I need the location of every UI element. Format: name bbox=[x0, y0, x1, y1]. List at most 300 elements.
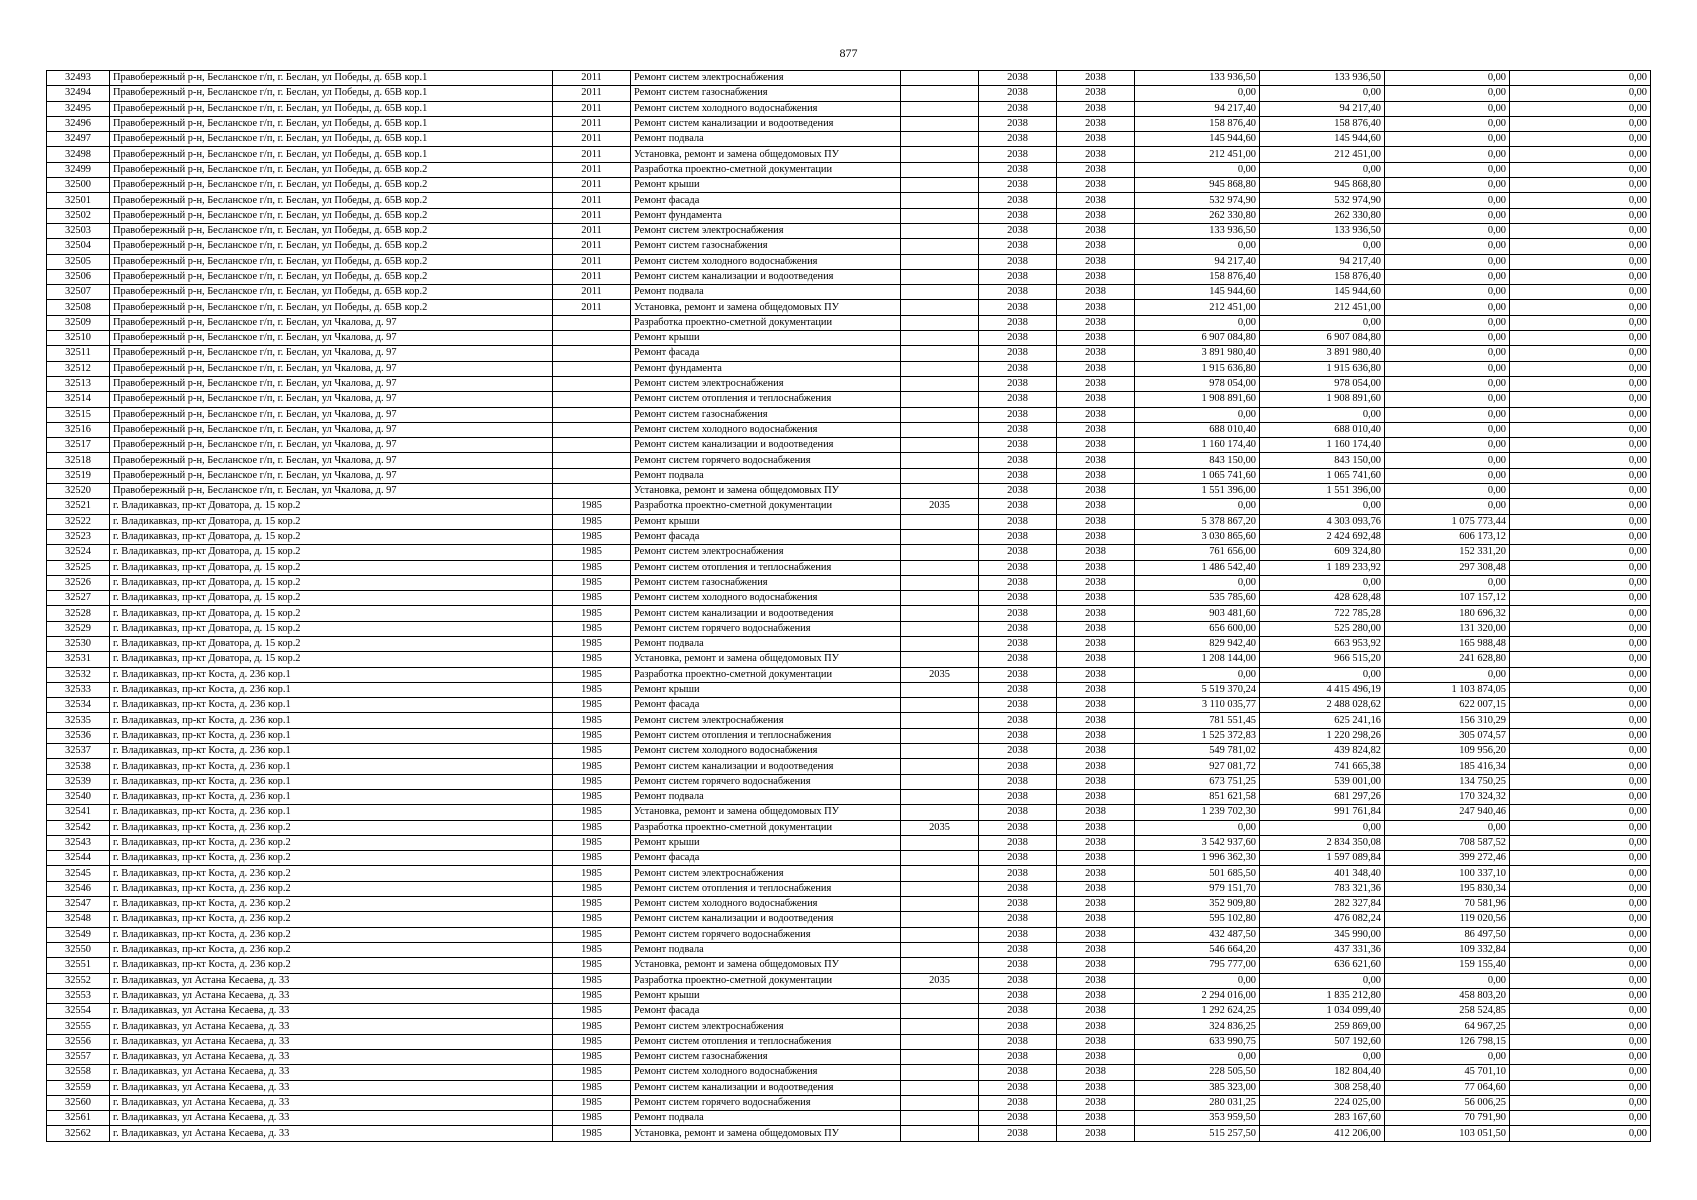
work-type-cell: Ремонт фундамента bbox=[631, 361, 901, 376]
total-cost-cell: 673 751,25 bbox=[1135, 774, 1260, 789]
design-year-cell bbox=[901, 1126, 979, 1141]
start-year-cell: 2038 bbox=[979, 254, 1057, 269]
owner-cost-cell: 0,00 bbox=[1385, 346, 1510, 361]
owner-cost-cell: 0,00 bbox=[1385, 254, 1510, 269]
row-id-cell: 32518 bbox=[47, 453, 110, 468]
row-id-cell: 32513 bbox=[47, 376, 110, 391]
end-year-cell: 2038 bbox=[1057, 438, 1135, 453]
end-year-cell: 2038 bbox=[1057, 667, 1135, 682]
table-row bbox=[47, 866, 1651, 881]
row-id-cell: 32536 bbox=[47, 728, 110, 743]
total-cost-cell: 212 451,00 bbox=[1135, 147, 1260, 162]
work-type-cell: Ремонт систем холодного водоснабжения bbox=[631, 254, 901, 269]
owner-cost-cell: 458 803,20 bbox=[1385, 988, 1510, 1003]
design-year-cell bbox=[901, 744, 979, 759]
work-type-cell: Установка, ремонт и замена общедомовых ПУ bbox=[631, 652, 901, 667]
start-year-cell: 2038 bbox=[979, 239, 1057, 254]
fund-cost-cell: 1 160 174,40 bbox=[1260, 438, 1385, 453]
start-year-cell: 2038 bbox=[979, 744, 1057, 759]
row-id-cell: 32531 bbox=[47, 652, 110, 667]
owner-cost-cell: 165 988,48 bbox=[1385, 636, 1510, 651]
fund-cost-cell: 0,00 bbox=[1260, 162, 1385, 177]
address-cell: Правобережный р-н, Бесланское г/п, г. Беслан, ул Победы, д. 65В кор.2 bbox=[110, 300, 553, 315]
design-year-cell bbox=[901, 315, 979, 330]
design-year-cell bbox=[901, 897, 979, 912]
design-year-cell: 2035 bbox=[901, 667, 979, 682]
end-year-cell: 2038 bbox=[1057, 973, 1135, 988]
table-row bbox=[47, 361, 1651, 376]
other-cost-cell: 0,00 bbox=[1510, 713, 1651, 728]
row-id-cell: 32554 bbox=[47, 1004, 110, 1019]
other-cost-cell: 0,00 bbox=[1510, 789, 1651, 804]
work-type-cell: Ремонт систем горячего водоснабжения bbox=[631, 1095, 901, 1110]
total-cost-cell: 145 944,60 bbox=[1135, 132, 1260, 147]
build-year-cell: 1985 bbox=[553, 912, 631, 927]
total-cost-cell: 0,00 bbox=[1135, 315, 1260, 330]
build-year-cell: 1985 bbox=[553, 835, 631, 850]
total-cost-cell: 145 944,60 bbox=[1135, 285, 1260, 300]
work-type-cell: Разработка проектно-сметной документации bbox=[631, 315, 901, 330]
end-year-cell: 2038 bbox=[1057, 132, 1135, 147]
build-year-cell: 1985 bbox=[553, 698, 631, 713]
address-cell: г. Владикавказ, ул Астана Кесаева, д. 33 bbox=[110, 1050, 553, 1065]
total-cost-cell: 158 876,40 bbox=[1135, 116, 1260, 131]
total-cost-cell: 0,00 bbox=[1135, 1050, 1260, 1065]
total-cost-cell: 843 150,00 bbox=[1135, 453, 1260, 468]
table-row bbox=[47, 239, 1651, 254]
build-year-cell: 1985 bbox=[553, 575, 631, 590]
fund-cost-cell: 0,00 bbox=[1260, 407, 1385, 422]
row-id-cell: 32537 bbox=[47, 744, 110, 759]
start-year-cell: 2038 bbox=[979, 866, 1057, 881]
start-year-cell: 2038 bbox=[979, 132, 1057, 147]
owner-cost-cell: 70 791,90 bbox=[1385, 1111, 1510, 1126]
total-cost-cell: 3 891 980,40 bbox=[1135, 346, 1260, 361]
fund-cost-cell: 722 785,28 bbox=[1260, 606, 1385, 621]
table-row bbox=[47, 147, 1651, 162]
end-year-cell: 2038 bbox=[1057, 223, 1135, 238]
total-cost-cell: 829 942,40 bbox=[1135, 636, 1260, 651]
work-type-cell: Ремонт подвала bbox=[631, 132, 901, 147]
build-year-cell bbox=[553, 484, 631, 499]
start-year-cell: 2038 bbox=[979, 1080, 1057, 1095]
start-year-cell: 2038 bbox=[979, 835, 1057, 850]
table-row bbox=[47, 835, 1651, 850]
other-cost-cell: 0,00 bbox=[1510, 1095, 1651, 1110]
design-year-cell bbox=[901, 468, 979, 483]
build-year-cell bbox=[553, 346, 631, 361]
build-year-cell: 1985 bbox=[553, 652, 631, 667]
owner-cost-cell: 0,00 bbox=[1385, 285, 1510, 300]
table-row bbox=[47, 1080, 1651, 1095]
total-cost-cell: 133 936,50 bbox=[1135, 71, 1260, 86]
table-row bbox=[47, 973, 1651, 988]
end-year-cell: 2038 bbox=[1057, 71, 1135, 86]
build-year-cell: 1985 bbox=[553, 1065, 631, 1080]
table-row bbox=[47, 269, 1651, 284]
address-cell: Правобережный р-н, Бесланское г/п, г. Беслан, ул Чкалова, д. 97 bbox=[110, 438, 553, 453]
row-id-cell: 32552 bbox=[47, 973, 110, 988]
table-row bbox=[47, 744, 1651, 759]
owner-cost-cell: 152 331,20 bbox=[1385, 545, 1510, 560]
start-year-cell: 2038 bbox=[979, 514, 1057, 529]
other-cost-cell: 0,00 bbox=[1510, 116, 1651, 131]
build-year-cell: 1985 bbox=[553, 606, 631, 621]
fund-cost-cell: 212 451,00 bbox=[1260, 147, 1385, 162]
total-cost-cell: 228 505,50 bbox=[1135, 1065, 1260, 1080]
owner-cost-cell: 0,00 bbox=[1385, 422, 1510, 437]
end-year-cell: 2038 bbox=[1057, 269, 1135, 284]
row-id-cell: 32517 bbox=[47, 438, 110, 453]
other-cost-cell: 0,00 bbox=[1510, 698, 1651, 713]
build-year-cell: 1985 bbox=[553, 636, 631, 651]
build-year-cell: 1985 bbox=[553, 1111, 631, 1126]
address-cell: г. Владикавказ, ул Астана Кесаева, д. 33 bbox=[110, 1065, 553, 1080]
fund-cost-cell: 212 451,00 bbox=[1260, 300, 1385, 315]
owner-cost-cell: 606 173,12 bbox=[1385, 529, 1510, 544]
design-year-cell bbox=[901, 1019, 979, 1034]
work-type-cell: Разработка проектно-сметной документации bbox=[631, 973, 901, 988]
row-id-cell: 32509 bbox=[47, 315, 110, 330]
start-year-cell: 2038 bbox=[979, 101, 1057, 116]
work-type-cell: Ремонт крыши bbox=[631, 835, 901, 850]
work-type-cell: Разработка проектно-сметной документации bbox=[631, 162, 901, 177]
end-year-cell: 2038 bbox=[1057, 560, 1135, 575]
total-cost-cell: 262 330,80 bbox=[1135, 208, 1260, 223]
table-row bbox=[47, 636, 1651, 651]
work-type-cell: Установка, ремонт и замена общедомовых ПУ bbox=[631, 300, 901, 315]
total-cost-cell: 352 909,80 bbox=[1135, 897, 1260, 912]
other-cost-cell: 0,00 bbox=[1510, 897, 1651, 912]
fund-cost-cell: 437 331,36 bbox=[1260, 942, 1385, 957]
other-cost-cell: 0,00 bbox=[1510, 407, 1651, 422]
owner-cost-cell: 0,00 bbox=[1385, 239, 1510, 254]
table-row bbox=[47, 392, 1651, 407]
end-year-cell: 2038 bbox=[1057, 591, 1135, 606]
table-row bbox=[47, 453, 1651, 468]
total-cost-cell: 1 551 396,00 bbox=[1135, 484, 1260, 499]
work-type-cell: Ремонт систем газоснабжения bbox=[631, 407, 901, 422]
table-row bbox=[47, 912, 1651, 927]
work-type-cell: Ремонт фасада bbox=[631, 1004, 901, 1019]
owner-cost-cell: 0,00 bbox=[1385, 331, 1510, 346]
owner-cost-cell: 0,00 bbox=[1385, 269, 1510, 284]
address-cell: Правобережный р-н, Бесланское г/п, г. Беслан, ул Чкалова, д. 97 bbox=[110, 453, 553, 468]
table-row bbox=[47, 331, 1651, 346]
row-id-cell: 32544 bbox=[47, 851, 110, 866]
row-id-cell: 32519 bbox=[47, 468, 110, 483]
end-year-cell: 2038 bbox=[1057, 927, 1135, 942]
table-row bbox=[47, 759, 1651, 774]
row-id-cell: 32561 bbox=[47, 1111, 110, 1126]
build-year-cell: 1985 bbox=[553, 774, 631, 789]
total-cost-cell: 324 836,25 bbox=[1135, 1019, 1260, 1034]
other-cost-cell: 0,00 bbox=[1510, 438, 1651, 453]
fund-cost-cell: 158 876,40 bbox=[1260, 116, 1385, 131]
end-year-cell: 2038 bbox=[1057, 636, 1135, 651]
total-cost-cell: 978 054,00 bbox=[1135, 376, 1260, 391]
start-year-cell: 2038 bbox=[979, 682, 1057, 697]
row-id-cell: 32540 bbox=[47, 789, 110, 804]
total-cost-cell: 385 323,00 bbox=[1135, 1080, 1260, 1095]
table-row bbox=[47, 162, 1651, 177]
table-row bbox=[47, 1065, 1651, 1080]
owner-cost-cell: 156 310,29 bbox=[1385, 713, 1510, 728]
row-id-cell: 32562 bbox=[47, 1126, 110, 1141]
other-cost-cell: 0,00 bbox=[1510, 86, 1651, 101]
start-year-cell: 2038 bbox=[979, 484, 1057, 499]
end-year-cell: 2038 bbox=[1057, 208, 1135, 223]
total-cost-cell: 0,00 bbox=[1135, 667, 1260, 682]
design-year-cell bbox=[901, 208, 979, 223]
row-id-cell: 32533 bbox=[47, 682, 110, 697]
other-cost-cell: 0,00 bbox=[1510, 361, 1651, 376]
owner-cost-cell: 708 587,52 bbox=[1385, 835, 1510, 850]
address-cell: г. Владикавказ, пр-кт Коста, д. 236 кор.2 bbox=[110, 866, 553, 881]
design-year-cell bbox=[901, 942, 979, 957]
end-year-cell: 2038 bbox=[1057, 713, 1135, 728]
work-type-cell: Ремонт фасада bbox=[631, 698, 901, 713]
address-cell: г. Владикавказ, ул Астана Кесаева, д. 33 bbox=[110, 1080, 553, 1095]
other-cost-cell: 0,00 bbox=[1510, 499, 1651, 514]
row-id-cell: 32494 bbox=[47, 86, 110, 101]
table-row bbox=[47, 300, 1651, 315]
row-id-cell: 32555 bbox=[47, 1019, 110, 1034]
design-year-cell bbox=[901, 361, 979, 376]
end-year-cell: 2038 bbox=[1057, 942, 1135, 957]
work-type-cell: Ремонт систем газоснабжения bbox=[631, 575, 901, 590]
address-cell: г. Владикавказ, пр-кт Доватора, д. 15 кор.2 bbox=[110, 529, 553, 544]
design-year-cell bbox=[901, 728, 979, 743]
address-cell: Правобережный р-н, Бесланское г/п, г. Беслан, ул Победы, д. 65В кор.2 bbox=[110, 254, 553, 269]
total-cost-cell: 595 102,80 bbox=[1135, 912, 1260, 927]
start-year-cell: 2038 bbox=[979, 591, 1057, 606]
other-cost-cell: 0,00 bbox=[1510, 178, 1651, 193]
work-type-cell: Ремонт систем электроснабжения bbox=[631, 223, 901, 238]
start-year-cell: 2038 bbox=[979, 927, 1057, 942]
end-year-cell: 2038 bbox=[1057, 193, 1135, 208]
build-year-cell: 2011 bbox=[553, 101, 631, 116]
owner-cost-cell: 134 750,25 bbox=[1385, 774, 1510, 789]
address-cell: Правобережный р-н, Бесланское г/п, г. Беслан, ул Победы, д. 65В кор.1 bbox=[110, 147, 553, 162]
owner-cost-cell: 77 064,60 bbox=[1385, 1080, 1510, 1095]
other-cost-cell: 0,00 bbox=[1510, 529, 1651, 544]
table-row bbox=[47, 560, 1651, 575]
build-year-cell: 1985 bbox=[553, 667, 631, 682]
design-year-cell bbox=[901, 116, 979, 131]
design-year-cell bbox=[901, 1050, 979, 1065]
row-id-cell: 32501 bbox=[47, 193, 110, 208]
fund-cost-cell: 609 324,80 bbox=[1260, 545, 1385, 560]
owner-cost-cell: 0,00 bbox=[1385, 71, 1510, 86]
total-cost-cell: 0,00 bbox=[1135, 499, 1260, 514]
table-row bbox=[47, 652, 1651, 667]
row-id-cell: 32553 bbox=[47, 988, 110, 1003]
end-year-cell: 2038 bbox=[1057, 835, 1135, 850]
fund-cost-cell: 625 241,16 bbox=[1260, 713, 1385, 728]
owner-cost-cell: 0,00 bbox=[1385, 407, 1510, 422]
work-type-cell: Установка, ремонт и замена общедомовых ПУ bbox=[631, 805, 901, 820]
design-year-cell bbox=[901, 881, 979, 896]
work-type-cell: Ремонт систем холодного водоснабжения bbox=[631, 101, 901, 116]
other-cost-cell: 0,00 bbox=[1510, 193, 1651, 208]
build-year-cell: 1985 bbox=[553, 958, 631, 973]
table-row bbox=[47, 285, 1651, 300]
table-row bbox=[47, 86, 1651, 101]
row-id-cell: 32496 bbox=[47, 116, 110, 131]
address-cell: г. Владикавказ, пр-кт Доватора, д. 15 кор.2 bbox=[110, 621, 553, 636]
owner-cost-cell: 399 272,46 bbox=[1385, 851, 1510, 866]
end-year-cell: 2038 bbox=[1057, 621, 1135, 636]
table-row bbox=[47, 499, 1651, 514]
build-year-cell: 1985 bbox=[553, 713, 631, 728]
work-type-cell: Ремонт систем электроснабжения bbox=[631, 545, 901, 560]
start-year-cell: 2038 bbox=[979, 851, 1057, 866]
owner-cost-cell: 119 020,56 bbox=[1385, 912, 1510, 927]
design-year-cell bbox=[901, 545, 979, 560]
end-year-cell: 2038 bbox=[1057, 422, 1135, 437]
build-year-cell: 1985 bbox=[553, 621, 631, 636]
design-year-cell bbox=[901, 1034, 979, 1049]
other-cost-cell: 0,00 bbox=[1510, 1034, 1651, 1049]
work-type-cell: Ремонт систем канализации и водоотведения bbox=[631, 116, 901, 131]
end-year-cell: 2038 bbox=[1057, 789, 1135, 804]
address-cell: Правобережный р-н, Бесланское г/п, г. Беслан, ул Чкалова, д. 97 bbox=[110, 361, 553, 376]
work-type-cell: Ремонт крыши bbox=[631, 178, 901, 193]
design-year-cell bbox=[901, 300, 979, 315]
row-id-cell: 32532 bbox=[47, 667, 110, 682]
work-type-cell: Ремонт систем горячего водоснабжения bbox=[631, 453, 901, 468]
other-cost-cell: 0,00 bbox=[1510, 636, 1651, 651]
start-year-cell: 2038 bbox=[979, 545, 1057, 560]
owner-cost-cell: 109 956,20 bbox=[1385, 744, 1510, 759]
other-cost-cell: 0,00 bbox=[1510, 1080, 1651, 1095]
address-cell: г. Владикавказ, пр-кт Коста, д. 236 кор.1 bbox=[110, 805, 553, 820]
row-id-cell: 32530 bbox=[47, 636, 110, 651]
other-cost-cell: 0,00 bbox=[1510, 468, 1651, 483]
start-year-cell: 2038 bbox=[979, 805, 1057, 820]
row-id-cell: 32505 bbox=[47, 254, 110, 269]
address-cell: г. Владикавказ, пр-кт Коста, д. 236 кор.1 bbox=[110, 774, 553, 789]
work-type-cell: Ремонт систем газоснабжения bbox=[631, 86, 901, 101]
work-type-cell: Ремонт подвала bbox=[631, 285, 901, 300]
fund-cost-cell: 0,00 bbox=[1260, 973, 1385, 988]
work-type-cell: Ремонт систем отопления и теплоснабжения bbox=[631, 881, 901, 896]
build-year-cell: 1985 bbox=[553, 988, 631, 1003]
row-id-cell: 32526 bbox=[47, 575, 110, 590]
other-cost-cell: 0,00 bbox=[1510, 973, 1651, 988]
owner-cost-cell: 185 416,34 bbox=[1385, 759, 1510, 774]
design-year-cell bbox=[901, 759, 979, 774]
row-id-cell: 32511 bbox=[47, 346, 110, 361]
fund-cost-cell: 94 217,40 bbox=[1260, 254, 1385, 269]
total-cost-cell: 633 990,75 bbox=[1135, 1034, 1260, 1049]
work-type-cell: Ремонт систем отопления и теплоснабжения bbox=[631, 560, 901, 575]
row-id-cell: 32512 bbox=[47, 361, 110, 376]
address-cell: Правобережный р-н, Бесланское г/п, г. Беслан, ул Победы, д. 65В кор.1 bbox=[110, 132, 553, 147]
row-id-cell: 32539 bbox=[47, 774, 110, 789]
build-year-cell: 1985 bbox=[553, 805, 631, 820]
design-year-cell bbox=[901, 438, 979, 453]
table-row bbox=[47, 1050, 1651, 1065]
end-year-cell: 2038 bbox=[1057, 545, 1135, 560]
other-cost-cell: 0,00 bbox=[1510, 285, 1651, 300]
other-cost-cell: 0,00 bbox=[1510, 1065, 1651, 1080]
total-cost-cell: 0,00 bbox=[1135, 973, 1260, 988]
address-cell: г. Владикавказ, пр-кт Коста, д. 236 кор.1 bbox=[110, 728, 553, 743]
fund-cost-cell: 476 082,24 bbox=[1260, 912, 1385, 927]
design-year-cell bbox=[901, 147, 979, 162]
table-row bbox=[47, 254, 1651, 269]
start-year-cell: 2038 bbox=[979, 1095, 1057, 1110]
total-cost-cell: 0,00 bbox=[1135, 407, 1260, 422]
design-year-cell bbox=[901, 239, 979, 254]
build-year-cell: 2011 bbox=[553, 300, 631, 315]
work-type-cell: Ремонт фасада bbox=[631, 851, 901, 866]
end-year-cell: 2038 bbox=[1057, 774, 1135, 789]
build-year-cell: 2011 bbox=[553, 162, 631, 177]
fund-cost-cell: 282 327,84 bbox=[1260, 897, 1385, 912]
build-year-cell: 1985 bbox=[553, 728, 631, 743]
address-cell: Правобережный р-н, Бесланское г/п, г. Беслан, ул Чкалова, д. 97 bbox=[110, 376, 553, 391]
end-year-cell: 2038 bbox=[1057, 851, 1135, 866]
address-cell: г. Владикавказ, ул Астана Кесаева, д. 33 bbox=[110, 1034, 553, 1049]
owner-cost-cell: 1 103 874,05 bbox=[1385, 682, 1510, 697]
end-year-cell: 2038 bbox=[1057, 285, 1135, 300]
address-cell: Правобережный р-н, Бесланское г/п, г. Беслан, ул Победы, д. 65В кор.2 bbox=[110, 239, 553, 254]
work-type-cell: Ремонт систем холодного водоснабжения bbox=[631, 744, 901, 759]
address-cell: Правобережный р-н, Бесланское г/п, г. Беслан, ул Победы, д. 65В кор.2 bbox=[110, 285, 553, 300]
end-year-cell: 2038 bbox=[1057, 300, 1135, 315]
fund-cost-cell: 1 551 396,00 bbox=[1260, 484, 1385, 499]
address-cell: г. Владикавказ, ул Астана Кесаева, д. 33 bbox=[110, 1019, 553, 1034]
end-year-cell: 2038 bbox=[1057, 392, 1135, 407]
start-year-cell: 2038 bbox=[979, 789, 1057, 804]
owner-cost-cell: 180 696,32 bbox=[1385, 606, 1510, 621]
end-year-cell: 2038 bbox=[1057, 376, 1135, 391]
total-cost-cell: 280 031,25 bbox=[1135, 1095, 1260, 1110]
start-year-cell: 2038 bbox=[979, 988, 1057, 1003]
build-year-cell: 2011 bbox=[553, 239, 631, 254]
design-year-cell: 2035 bbox=[901, 973, 979, 988]
fund-cost-cell: 4 415 496,19 bbox=[1260, 682, 1385, 697]
build-year-cell: 1985 bbox=[553, 789, 631, 804]
end-year-cell: 2038 bbox=[1057, 116, 1135, 131]
other-cost-cell: 0,00 bbox=[1510, 942, 1651, 957]
fund-cost-cell: 283 167,60 bbox=[1260, 1111, 1385, 1126]
other-cost-cell: 0,00 bbox=[1510, 545, 1651, 560]
design-year-cell bbox=[901, 254, 979, 269]
start-year-cell: 2038 bbox=[979, 178, 1057, 193]
row-id-cell: 32503 bbox=[47, 223, 110, 238]
total-cost-cell: 158 876,40 bbox=[1135, 269, 1260, 284]
other-cost-cell: 0,00 bbox=[1510, 392, 1651, 407]
row-id-cell: 32538 bbox=[47, 759, 110, 774]
other-cost-cell: 0,00 bbox=[1510, 223, 1651, 238]
design-year-cell bbox=[901, 71, 979, 86]
fund-cost-cell: 158 876,40 bbox=[1260, 269, 1385, 284]
build-year-cell: 2011 bbox=[553, 86, 631, 101]
work-type-cell: Ремонт систем горячего водоснабжения bbox=[631, 774, 901, 789]
start-year-cell: 2038 bbox=[979, 1034, 1057, 1049]
owner-cost-cell: 0,00 bbox=[1385, 468, 1510, 483]
fund-cost-cell: 224 025,00 bbox=[1260, 1095, 1385, 1110]
table-row bbox=[47, 101, 1651, 116]
design-year-cell bbox=[901, 866, 979, 881]
start-year-cell: 2038 bbox=[979, 667, 1057, 682]
fund-cost-cell: 2 834 350,08 bbox=[1260, 835, 1385, 850]
table-row bbox=[47, 728, 1651, 743]
